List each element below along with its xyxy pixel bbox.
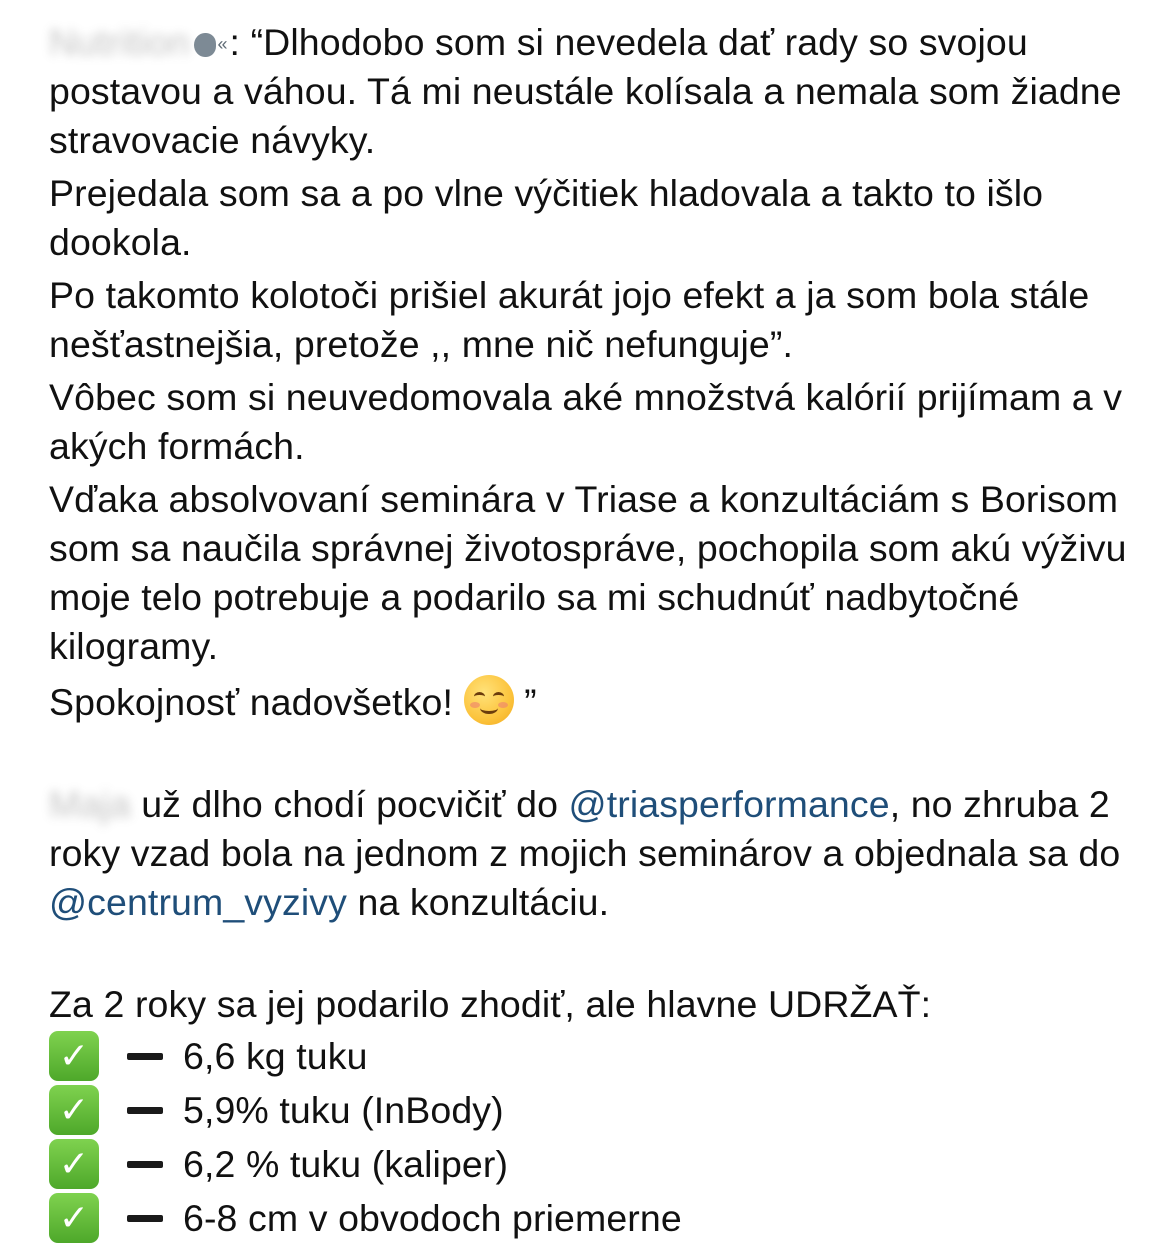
check-mark-icon: ✓ [49, 1193, 99, 1243]
smiling-face-icon [464, 675, 514, 725]
closing-quote: ” [513, 681, 537, 723]
result-text: 6,2 % tuku (kaliper) [183, 1142, 509, 1185]
check-mark-icon: ✓ [49, 1085, 99, 1135]
result-item [49, 1029, 1144, 1083]
post-caption [49, 18, 1144, 1245]
testimonial-text-1: : “Dlhodobo som si nevedela dať rady so svojou postavou a váhou. Tá mi neustále kolísala a nemala som žiadne stravovacie návyky. [49, 21, 1122, 161]
story-text-b: , no zhruba 2 roky vzad bola na jednom z mojich seminárov a objednala sa do [49, 783, 1121, 874]
result-text: 5,9% tuku (InBody) [183, 1088, 504, 1131]
result-text: 6-8 cm v obvodoch priemerne [183, 1196, 682, 1239]
story-text-c: na konzultáciu. [346, 881, 610, 923]
minus-icon [127, 1053, 163, 1060]
minus-icon [127, 1215, 163, 1222]
results-heading: Za 2 roky sa jej podarilo zhodiť, ale hlavne UDRŽAŤ: [49, 983, 932, 1025]
speaking-head-icon: « [194, 27, 230, 61]
testimonial-text-6: Spokojnosť nadovšetko! [49, 681, 464, 723]
blurred-person-name: Maja [49, 783, 131, 825]
minus-icon [127, 1107, 163, 1114]
result-item [49, 1137, 1144, 1191]
results-list [49, 1029, 1144, 1245]
testimonial-paragraph-3: Po takomto kolotoči prišiel akurát jojo efekt a ja som bola stále nešťastnejšia, pretože ,, mne nič nefunguje”. [49, 274, 1090, 365]
result-item [49, 1191, 1144, 1245]
story-paragraph [49, 780, 1144, 927]
mention-triasperformance-link[interactable]: @triasperformance [568, 783, 890, 825]
minus-icon [127, 1161, 163, 1168]
testimonial-paragraph-4: Vôbec som si neuvedomovala aké množstvá kalórií prijímam a v akých formách. [49, 376, 1123, 467]
story-text-a: už dlho chodí pocvičiť do [130, 783, 569, 825]
result-text: 6,6 kg tuku [183, 1034, 368, 1077]
result-item [49, 1083, 1144, 1137]
testimonial-paragraph-6 [49, 675, 1144, 727]
check-mark-icon: ✓ [49, 1031, 99, 1081]
testimonial-paragraph-2: Prejedala som sa a po vlne výčitiek hladovala a takto to išlo dookola. [49, 172, 1044, 263]
blurred-account-name: Nutrition [49, 21, 190, 63]
testimonial-paragraph-5: Vďaka absolvovaní seminára v Triase a konzultáciám s Borisom som sa naučila správnej životospráve, pochopila som akú výživu moje telo potrebuje a podarilo sa mi schudnúť nadbytočné kilogramy. [49, 478, 1127, 667]
check-mark-icon: ✓ [49, 1139, 99, 1189]
testimonial-paragraph-1 [49, 18, 1144, 165]
mention-centrum-vyzivy-link[interactable]: @centrum_vyzivy [49, 881, 347, 923]
